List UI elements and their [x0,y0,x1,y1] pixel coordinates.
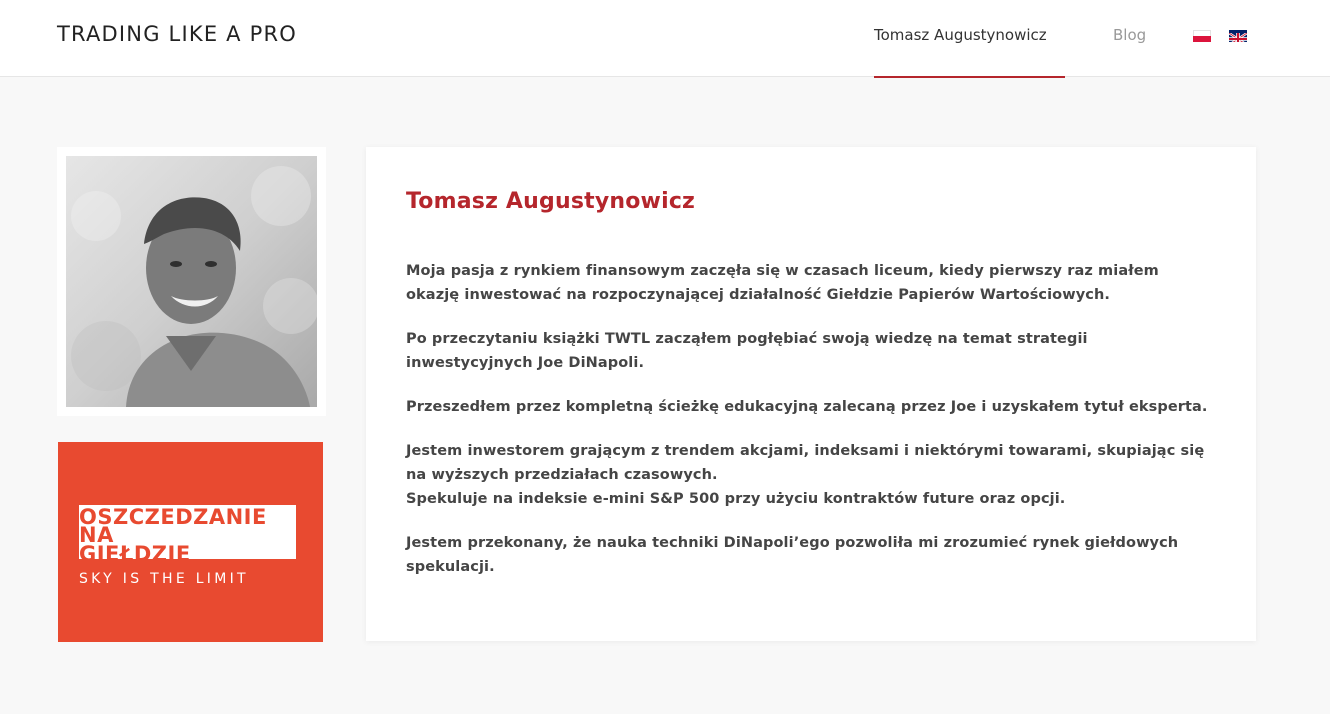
nav-item-blog[interactable]: Blog [1113,26,1147,44]
promo-banner[interactable] [58,442,323,642]
promo-line-3: GIEŁDZIE [79,542,191,566]
flag-pl-icon[interactable] [1193,30,1211,42]
promo-line-1: OSZCZEDZANIE [79,505,267,529]
promo-logo [79,505,296,566]
promo-tagline: SKY IS THE LIMIT [79,571,249,587]
site-logo[interactable]: TRADING LIKE A PRO [57,22,297,46]
bio-paragraph: Po przeczytaniu książki TWTL zacząłem pogłębiać swoją wiedzę na temat strategii inwestycyjnych Joe DiNapoli. [406,331,1088,371]
flag-en-icon[interactable] [1229,30,1247,42]
site-header [0,0,1330,77]
bio-title: Tomasz Augustynowicz [406,189,696,214]
bio-paragraph: Jestem inwestorem grającym z trendem akcjami, indeksami i niektórymi towarami, skupiając się na wyższych przedziałach czasowych. [406,443,1205,483]
bio-paragraph: Moja pasja z rynkiem finansowym zaczęła się w czasach liceum, kiedy pierwszy raz miałem okazję inwestować na rozpoczynającej działalność Giełdzie Papierów Wartościowych. [406,263,1159,303]
bio-paragraph: Spekuluje na indeksie e-mini S&P 500 przy użyciu kontraktów future oraz opcji. [406,491,1066,507]
bio-paragraph: Przeszedłem przez kompletną ścieżkę edukacyjną zalecaną przez Joe i uzyskałem tytuł eksperta. [406,399,1208,415]
profile-photo [66,156,317,407]
nav-item-tomasz-augustynowicz[interactable]: Tomasz Augustynowicz [874,26,1065,77]
bio-paragraph: Jestem przekonany, że nauka techniki DiNapoli’ego pozwoliła mi zrozumieć rynek giełdowych spekulacji. [406,535,1179,575]
profile-photo-card [57,147,326,416]
promo-line-2: NA [79,523,114,547]
bio-card [366,147,1256,641]
